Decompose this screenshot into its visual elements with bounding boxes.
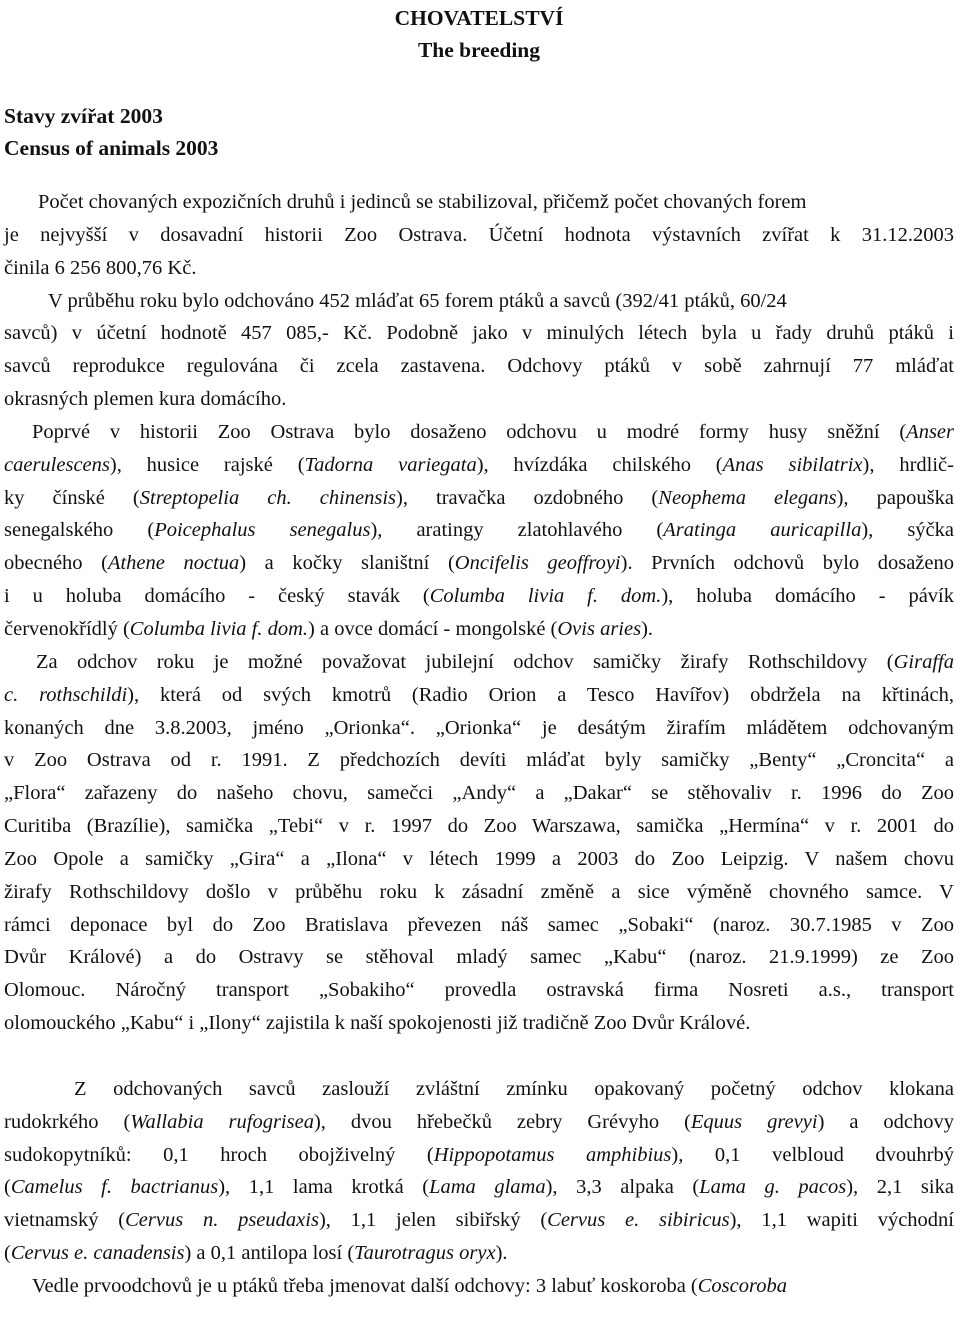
- paragraph-line: červenokřídlý (Columba livia f. dom.) a ovce domácí - mongolské (Ovis aries).: [4, 617, 654, 640]
- species-name: Oncifelis geoffroyi: [454, 552, 621, 575]
- census-title-english: Census of animals 2003: [4, 136, 219, 160]
- paragraph-line: činila 6 256 800,76 Kč.: [4, 256, 197, 279]
- paragraph-line: (Camelus f. bactrianus), 1,1 lama krotká (Lama glama), 3,3 alpaka (Lama g. pacos), 2,1 sika: [4, 1176, 954, 1199]
- paragraph-line: „Flora“ zařazeny do našeho chovu, samečci „Andy“ a „Dakar“ se stěhovaliv r. 1996 do Zoo: [4, 782, 954, 805]
- species-name: Athene noctua: [107, 552, 240, 575]
- paragraph-line: Dvůr Králové) a do Ostravy se stěhoval mladý samec „Kabu“ (naroz. 21.9.1999) ze Zoo: [4, 946, 954, 969]
- paragraph-line: olomouckého „Kabu“ i „Ilony“ zajistila k naší spokojenosti již tradičně Zoo Dvůr Králové.: [4, 1012, 751, 1035]
- species-name: Camelus f. bactrianus: [10, 1176, 219, 1199]
- species-name: Equus grevyi: [690, 1110, 818, 1133]
- paragraph-line: Za odchov roku je možné považovat jubilejní odchov samičky žirafy Rothschildovy (Giraffa: [36, 650, 954, 673]
- species-name: c. rothschildi: [4, 683, 128, 706]
- paragraph-line: v Zoo Ostrava od r. 1991. Z předchozích devíti mláďat byly samičky „Benty“ „Croncita“ a: [4, 749, 954, 772]
- species-name: Cervus e. sibiricus: [547, 1209, 730, 1232]
- paragraph-line: rámci deponace byl do Zoo Bratislava převezen náš samec „Sobaki“ (naroz. 30.7.1985 v Zoo: [4, 913, 954, 936]
- paragraph-line: savců reprodukce regulována či zcela zastavena. Odchovy ptáků v sobě zahrnují 77 mláďat: [4, 355, 954, 378]
- paragraph-line: Poprvé v historii Zoo Ostrava bylo dosaženo odchovu u modré formy husy sněžní (Anser: [32, 420, 954, 443]
- species-name: Streptopelia ch. chinensis: [139, 486, 397, 509]
- paragraph-line: Vedle prvoodchovů je u ptáků třeba jmenovat další odchovy: 3 labuť koskoroba (Coscoroba: [32, 1275, 787, 1297]
- species-name: Coscoroba: [697, 1275, 787, 1297]
- species-name: Wallabia rufogrisea: [130, 1110, 314, 1133]
- paragraph-line: Počet chovaných expozičních druhů i jedinců se stabilizoval, přičemž počet chovaných forem: [38, 191, 807, 213]
- paragraph-line: žirafy Rothschildovy došlo v průběhu roku k zásadní změně a sice výměně chovného samce. V: [4, 880, 954, 903]
- paragraph-line: V průběhu roku bylo odchováno 452 mláďat 65 forem ptáků a savců (392/41 ptáků, 60/24: [48, 289, 787, 312]
- paragraph-line: (Cervus e. canadensis) a 0,1 antilopa losí (Taurotragus oryx).: [4, 1242, 508, 1265]
- species-name: Cervus n. pseudaxis: [125, 1209, 319, 1232]
- census-heading: [4, 100, 954, 164]
- species-name: Ovis aries: [557, 617, 642, 640]
- species-name: Cervus e. canadensis: [10, 1242, 185, 1265]
- species-name: Hippopotamus amphibius: [433, 1143, 672, 1166]
- species-name: Poicephalus senegalus: [154, 519, 371, 542]
- species-name: Columba livia f. dom.: [129, 617, 309, 640]
- paragraph-line: vietnamský (Cervus n. pseudaxis), 1,1 jelen sibiřský (Cervus e. sibiricus), 1,1 wapiti východní: [4, 1209, 955, 1232]
- paragraph-line: caerulescens), husice rajské (Tadorna variegata), hvízdáka chilského (Anas sibilatrix), hrdlič-: [4, 453, 954, 476]
- species-name: Aratinga auricapilla: [663, 519, 862, 542]
- paragraph-line: okrasných plemen kura domácího.: [4, 388, 287, 411]
- species-name: Giraffa: [893, 650, 954, 673]
- paragraph-line: savců) v účetní hodnotě 457 085,- Kč. Podobně jako v minulých létech byla u řady druhů ptáků i: [4, 322, 954, 345]
- paragraph-line: rudokrkého (Wallabia rufogrisea), dvou hřebečků zebry Grévyho (Equus grevyi) a odchovy: [4, 1110, 954, 1133]
- paragraph-line: Zoo Opole a samičky „Gira“ a „Ilona“ v létech 1999 a 2003 do Zoo Leipzig. V našem chovu: [4, 847, 954, 870]
- paragraph-line: c. rothschildi), která od svých kmotrů (Radio Orion a Tesco Havířov) obdržela na křtinách,: [4, 683, 954, 706]
- heading-title-english: The breeding: [417, 38, 541, 62]
- paragraph-line: senegalského (Poicephalus senegalus), aratingy zlatohlavého (Aratinga auricapilla), sýčka: [4, 519, 955, 542]
- body-text: [4, 186, 954, 1303]
- paragraph-line: Z odchovaných savců zaslouží zvláštní zmínku opakovaný početný odchov klokana: [74, 1077, 954, 1100]
- document-heading: [4, 0, 954, 66]
- paragraph-line: ky čínské (Streptopelia ch. chinensis), travačka ozdobného (Neophema elegans), papouška: [4, 486, 954, 509]
- paragraph-line: Curitiba (Brazílie), samička „Tebi“ v r. 1997 do Zoo Warszawa, samička „Hermína“ v r. 2001 do: [4, 815, 954, 838]
- paragraph-line: konaných dne 3.8.2003, jméno „Orionka“. „Orionka“ je desátým žirafím mládětem odchovaným: [4, 716, 954, 739]
- paragraph-gap: [4, 1040, 954, 1073]
- species-name: Columba livia f. dom.: [429, 585, 662, 608]
- species-name: caerulescens: [4, 453, 110, 476]
- paragraph-line: sudokopytníků: 0,1 hroch obojživelný (Hippopotamus amphibius), 0,1 velbloud dvouhrbý: [4, 1143, 954, 1166]
- species-name: Taurotragus oryx: [354, 1242, 496, 1265]
- species-name: Anser: [906, 420, 954, 443]
- paragraph-line: Olomouc. Náročný transport „Sobakiho“ provedla ostravská firma Nosreti a.s., transport: [4, 979, 954, 1002]
- heading-title-czech: CHOVATELSTVÍ: [394, 6, 564, 30]
- species-name: Tadorna variegata: [304, 453, 477, 476]
- species-name: Lama g. pacos: [699, 1176, 847, 1199]
- species-name: Lama glama: [429, 1176, 546, 1199]
- species-name: Anas sibilatrix: [722, 453, 863, 476]
- paragraph-line: je nejvyšší v dosavadní historii Zoo Ostrava. Účetní hodnota výstavních zvířat k 31.12.2003: [4, 223, 954, 246]
- paragraph-line: i u holuba domácího - český stavák (Columba livia f. dom.), holuba domácího - pávík: [4, 585, 954, 608]
- census-title-czech: Stavy zvířat 2003: [4, 104, 163, 128]
- paragraph-line: obecného (Athene noctua) a kočky slaništní (Oncifelis geoffroyi). Prvních odchovů bylo dosaženo: [4, 552, 955, 575]
- document-page: [4, 0, 954, 1303]
- species-name: Neophema elegans: [658, 486, 837, 509]
